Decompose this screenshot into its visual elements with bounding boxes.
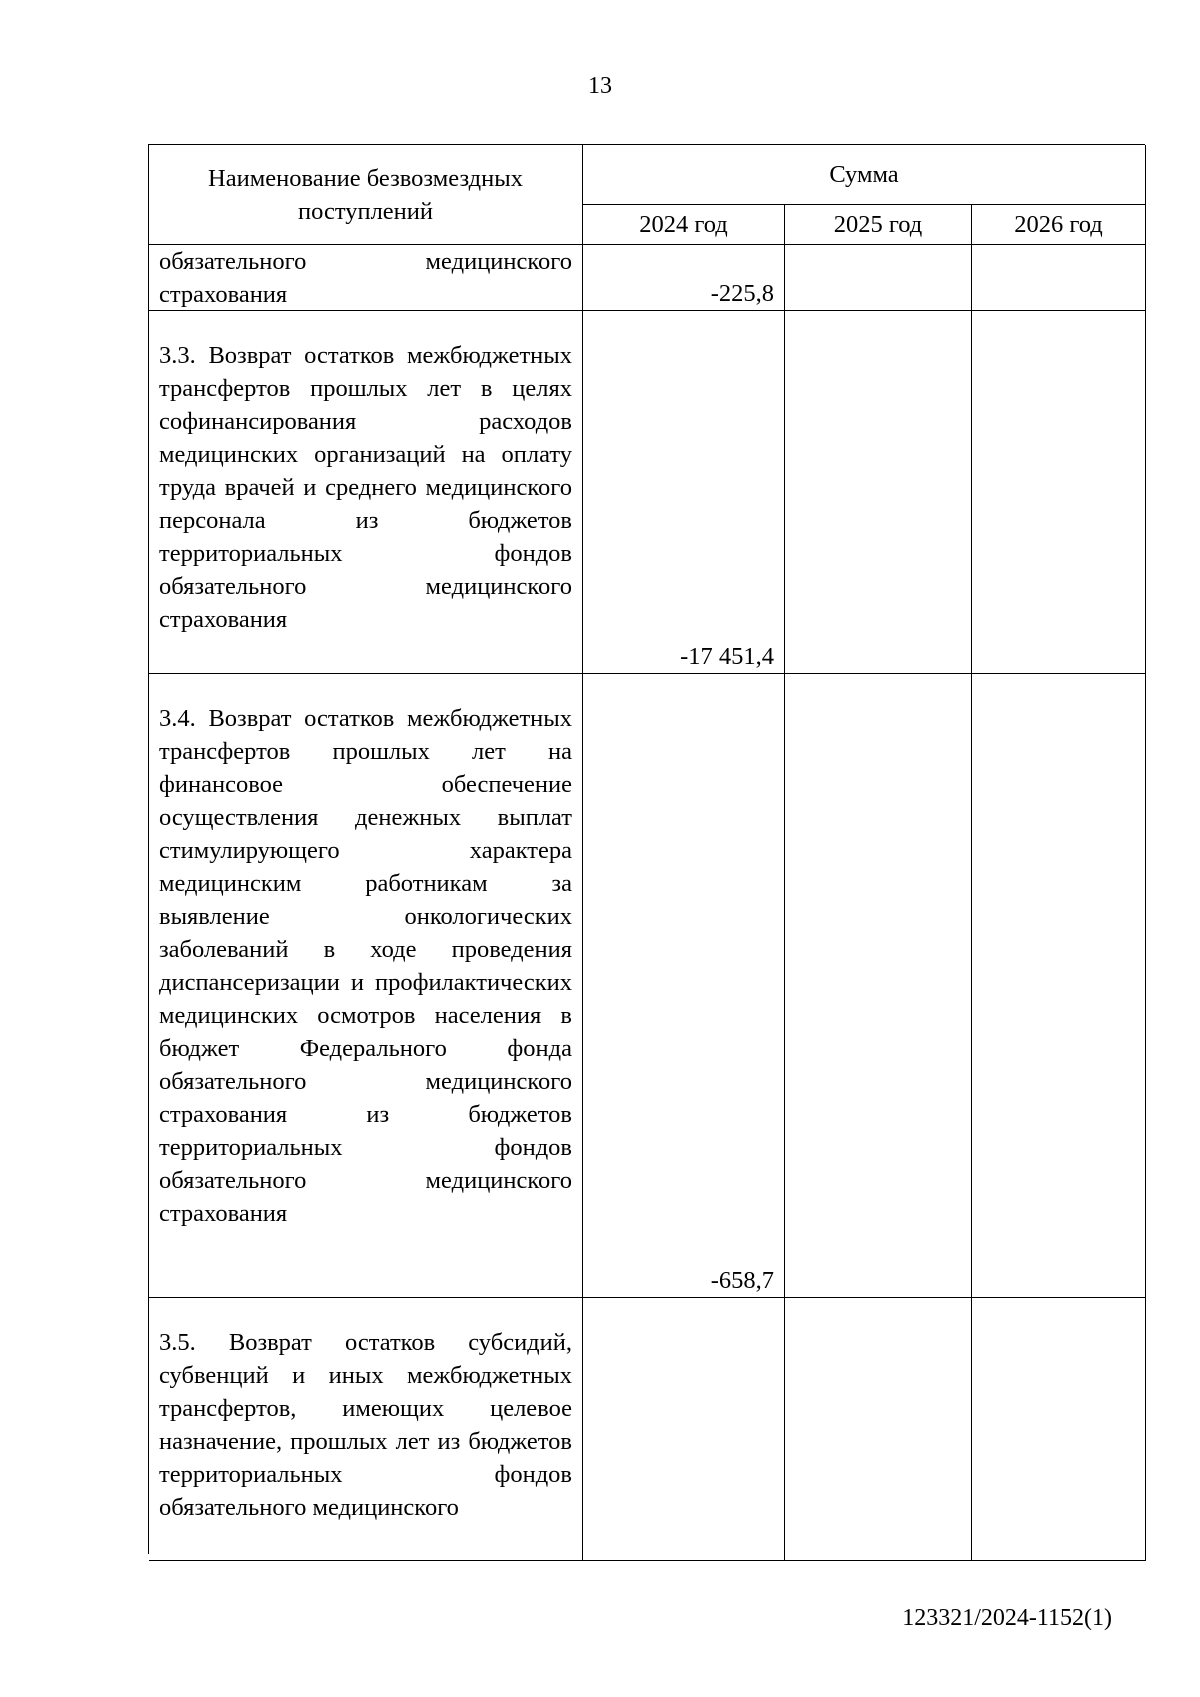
table-row-name [149, 1298, 583, 1561]
table-cell-2025 [785, 245, 972, 311]
table-cell-2026 [972, 311, 1146, 674]
table-row-name [149, 311, 583, 674]
table-cell-2024: -225,8 [583, 245, 785, 311]
column-header-year-2025: 2025 год [785, 205, 972, 245]
table-cell-2024: -658,7 [583, 674, 785, 1298]
table-cell-2026 [972, 1298, 1146, 1561]
row-name-text: обязательного медицинского страхования [159, 248, 572, 308]
column-header-name: Наименование безвозмездных поступлений [149, 145, 583, 245]
table-cell-2024 [583, 1298, 785, 1561]
column-header-year-2026: 2026 год [972, 205, 1146, 245]
row-name-text: 3.4. Возврат остатков межбюджетных трансфертов прошлых лет на финансовое обеспечение осуществления денежных выплат стимулирующего характера медицинским работникам за выявление онкологических заболеваний в ходе проведения диспансеризации и профилактических медицинских осмотров населения в бюджет Федерального фонда обязательного медицинского страхования из бюджетов территориальных фондов обязательного медицинского страхования [159, 705, 572, 1227]
column-header-sum: Сумма [583, 145, 1146, 205]
table-row-name [149, 245, 583, 311]
row-name-text: 3.3. Возврат остатков межбюджетных трансфертов прошлых лет в целях софинансирования расходов медицинских организаций на оплату труда врачей и среднего медицинского персонала из бюджетов территориальных фондов обязательного медицинского страхования [159, 342, 572, 633]
table-cell-2026 [972, 674, 1146, 1298]
column-header-year-2024: 2024 год [583, 205, 785, 245]
table-cell-2025 [785, 674, 972, 1298]
table-cell-2025 [785, 311, 972, 674]
row-name-text: 3.5. Возврат остатков субсидий, субвенций и иных межбюджетных трансфертов, имеющих целевое назначение, прошлых лет из бюджетов территориальных фондов обязательного медицинского [159, 1329, 572, 1521]
table-cell-2025 [785, 1298, 972, 1561]
table-row-name [149, 674, 583, 1298]
table-cell-2026 [972, 245, 1146, 311]
document-code: 123321/2024-1152(1) [902, 1605, 1112, 1631]
page-number: 13 [588, 73, 612, 99]
table-cell-2024: -17 451,4 [583, 311, 785, 674]
revenue-table [148, 144, 1145, 1554]
